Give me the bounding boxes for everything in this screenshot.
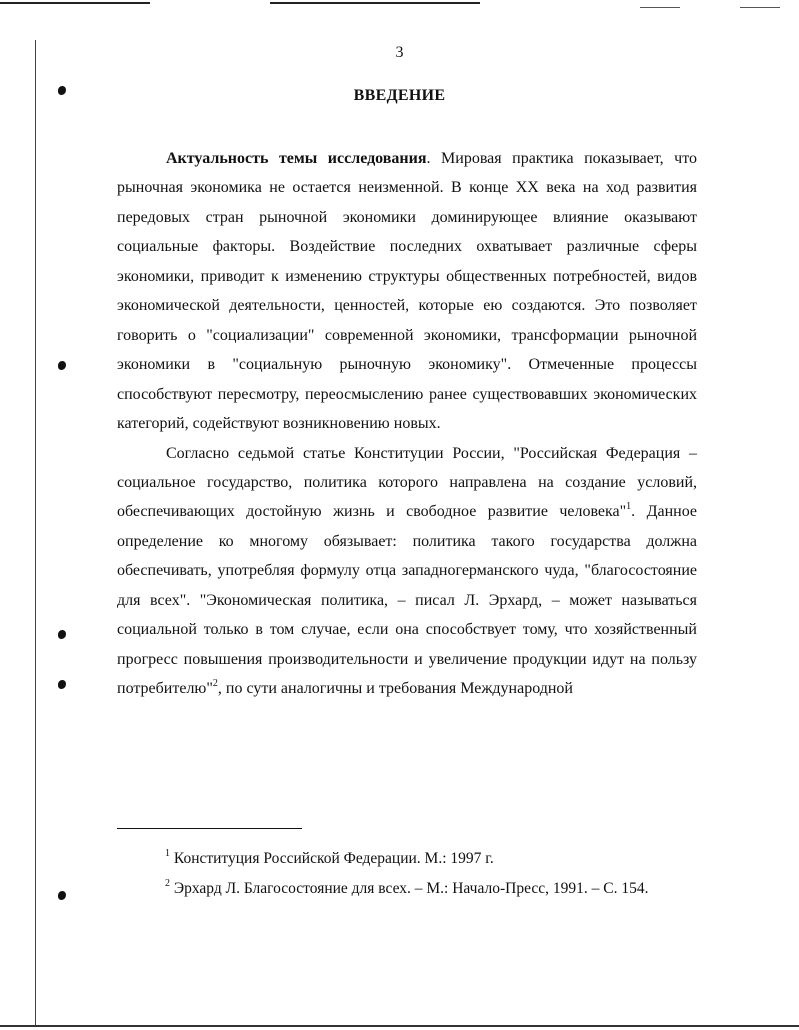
constitution-text-3: , по сути аналогичны и требования Международной: [217, 680, 573, 698]
relevance-lead: Актуальность темы исследования: [166, 150, 427, 167]
footnote-separator: [117, 828, 302, 829]
section-heading: ВВЕДЕНИЕ: [353, 87, 446, 104]
scan-edge-gap: [480, 0, 799, 6]
footnote-mark-1: 1: [165, 848, 170, 859]
footnote-1: [117, 844, 697, 874]
constitution-text-2: . Данное определение ко многому обязывает: политика такого государства должна обеспечивать, употребляя формулу отца западногерманского чуда, "благосостояние для всех". "Экономическая политика, – писал Л. Эрхард, – может называться социальной только в том случае, если она способствует тому, что хозяйственный прогресс повышения производительности и увеличение продукции идут на пользу потребителю": [117, 503, 697, 698]
relevance-text: . Мировая практика показывает, что рыночная экономика не остается неизменной. В конце XX века на ход развития передовых стран рыночной экономики доминирующее влияние оказывают социальные факторы. Воздействие последних охватывает различные сферы экономики, приводит к изменению структуры общественных потребностей, видов экономической деятельности, ценностей, которые ею создаются. Это позволяет говорить о "социализации" современной экономики, трансформации рыночной экономики в "социальную рыночную экономику". Отмеченные процессы способствуют пересмотру, переосмыслению ранее существовавших экономических категорий, содействуют возникновению новых.: [117, 150, 698, 433]
page-number: 3: [395, 44, 404, 61]
binding-hole-mark: [58, 361, 66, 370]
footnote-text-2: Эрхард Л. Благосостояние для всех. – М.: Начало-Пресс, 1991. – С. 154.: [170, 880, 649, 897]
footnotes: [117, 844, 697, 904]
footnote-ref-2: 2: [212, 678, 218, 690]
footnote-ref-1: 1: [626, 501, 632, 513]
footnote-2: [117, 874, 697, 904]
scan-edge-gap: [150, 0, 270, 6]
scan-edge-dash: [740, 7, 780, 8]
constitution-text-1: Согласно седьмой статье Конституции России, "Российская Федерация – социальное государство, политика которого направлена на создание условий, обеспечивающих достойную жизнь и свободное развитие человека": [117, 444, 697, 521]
scan-edge-dash: [640, 7, 680, 8]
footnote-text-1: Конституция Российской Федерации. М.: 1997 г.: [170, 850, 494, 867]
scan-left-edge: [35, 40, 36, 1025]
footnote-mark-2: 2: [165, 878, 170, 889]
body-text: [117, 144, 697, 704]
binding-hole-mark: [58, 630, 66, 639]
scan-bottom-edge: [0, 1025, 799, 1027]
binding-hole-mark: [58, 891, 66, 900]
paragraph-relevance: [117, 144, 697, 439]
paragraph-constitution: [117, 439, 697, 704]
binding-hole-mark: [58, 680, 66, 689]
